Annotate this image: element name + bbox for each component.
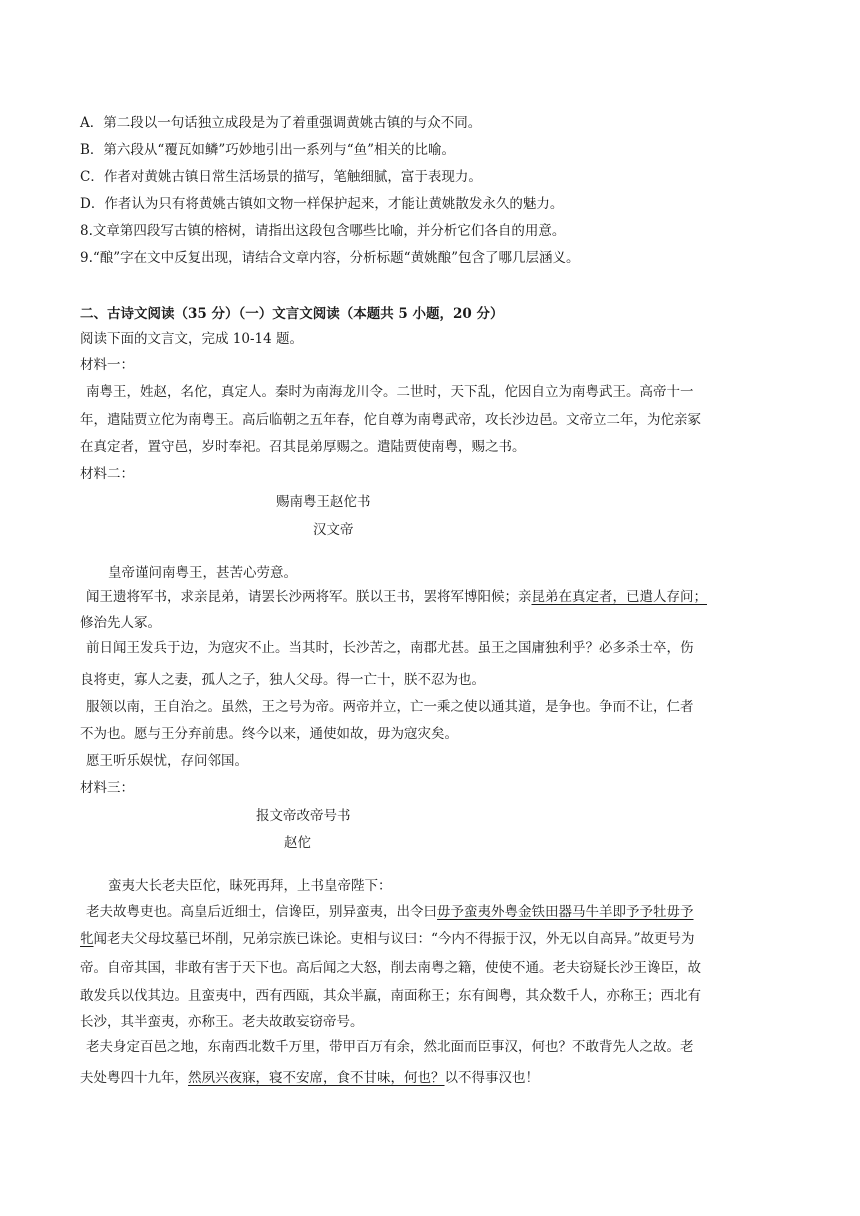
material2-author: 汉文帝 xyxy=(313,522,354,538)
section-instruction: 阅读下面的文言文，完成 10-14 题。 xyxy=(80,331,304,347)
material2-paragraph xyxy=(86,586,707,608)
underlined-segment: 牝 xyxy=(80,931,94,947)
material1-label: 材料一： xyxy=(80,357,134,373)
underlined-segment: 然夙兴夜寐，寝不安席，食不甘味，何也？ xyxy=(188,1070,445,1086)
option-d: D．作者认为只有将黄姚古镇如文物一样保护起来，才能让黄姚散发永久的魅力。 xyxy=(80,196,564,212)
option-b: B．第六段从“覆瓦如鳞”巧妙地引出一系列与“鱼”相关的比喻。 xyxy=(80,142,456,158)
material2-paragraph: 不为也。愿与王分弃前患。终今以来，通使如故，毋为寇灾矣。 xyxy=(80,726,458,742)
material2-paragraph: 愿王听乐娱忧，存问邻国。 xyxy=(86,753,248,769)
material3-paragraph: 敢发兵以伐其边。且蛮夷中，西有西瓯，其众半羸，南面称王；东有闽粤，其众数千人，亦称王；西北有 xyxy=(80,988,701,1004)
material3-paragraph xyxy=(80,1067,539,1089)
material3-paragraph: 长沙，其半蛮夷，亦称王。老夫故敢妄窃帝号。 xyxy=(80,1014,364,1030)
material3-paragraph xyxy=(80,928,695,950)
text-segment: 闻老夫父母坟墓已坏削，兄弟宗族已诛论。吏相与议曰：“今内不得振于汉，外无以自高异。”故更号为 xyxy=(93,931,695,947)
material2-paragraph: 前日闻王发兵于边，为寇灾不止。当其时，长沙苦之，南郡尤甚。虽王之国庸独利乎？必多杀士卒，伤 xyxy=(86,640,694,656)
material3-title: 报文帝改帝号书 xyxy=(256,808,351,824)
section-heading: 二、古诗文阅读（35 分）（一）文言文阅读（本题共 5 小题，20 分） xyxy=(80,306,504,322)
material3-paragraph xyxy=(86,901,694,923)
material3-greeting: 蛮夷大长老夫臣佗，昧死再拜，上书皇帝陛下： xyxy=(108,878,392,894)
text-segment: 夫处粤四十九年， xyxy=(80,1070,188,1086)
option-a: A．第二段以一句话独立成段是为了着重强调黄姚古镇的与众不同。 xyxy=(80,115,482,131)
material2-paragraph: 良将吏，寡人之妻，孤人之子，独人父母。得一亡十，朕不忍为也。 xyxy=(80,672,485,688)
material3-paragraph: 帝。自帝其国，非敢有害于天下也。高后闻之大怒，削去南粤之籍，使使不通。老夫窃疑长沙王谗臣，故 xyxy=(80,960,701,976)
material3-label: 材料三： xyxy=(80,780,134,796)
question-9: 9.“酿”字在文中反复出现，请结合文章内容，分析标题“黄姚酿”包含了哪几层涵义。 xyxy=(80,250,580,266)
underlined-segment: 毋予蛮夷外粤金铁田器马牛羊即予予牡毋予 xyxy=(437,904,694,920)
text-segment: 以不得事汉也！ xyxy=(444,1070,539,1086)
material3-paragraph: 老夫身定百邑之地，东南西北数千万里，带甲百万有余，然北面而臣事汉，何也？不敢背先人之故。老 xyxy=(86,1039,694,1055)
material1-line: 在真定者，置守邑，岁时奉祀。召其昆弟厚赐之。遣陆贾使南粤，赐之书。 xyxy=(80,439,526,455)
material2-paragraph: 服领以南，王自治之。虽然，王之号为帝。两帝并立，亡一乘之使以通其道，是争也。争而不让，仁者 xyxy=(86,699,694,715)
material2-label: 材料二： xyxy=(80,466,134,482)
material2-paragraph: 修治先人冢。 xyxy=(80,615,161,631)
material1-line: 南粤王，姓赵，名佗，真定人。秦时为南海龙川令。二世时，天下乱，佗因自立为南粤武王。高帝十一 xyxy=(86,384,694,400)
text-segment: 老夫故粤吏也。高皇后近细士，信谗臣，别异蛮夷，出令曰 xyxy=(86,904,437,920)
text-segment: 闻王遗将军书，求亲昆弟，请罢长沙两将军。朕以王书，罢将军博阳候；亲 xyxy=(86,589,532,605)
option-c: C．作者对黄姚古镇日常生活场景的描写，笔触细腻，富于表现力。 xyxy=(80,169,482,185)
material3-author: 赵佗 xyxy=(284,835,311,851)
underlined-segment: 昆弟在真定者，已遣人存问； xyxy=(531,589,707,605)
material2-title: 赐南粤王赵佗书 xyxy=(276,494,371,510)
material1-line: 年，遣陆贾立佗为南粤王。高后临朝之五年春，佗自尊为南粤武帝，攻长沙边邑。文帝立二年，为佗亲冢 xyxy=(80,412,701,428)
question-8: 8.文章第四段写古镇的榕树，请指出这段包含哪些比喻，并分析它们各自的用意。 xyxy=(80,223,566,239)
material2-greeting: 皇帝谨问南粤王，甚苦心劳意。 xyxy=(108,565,297,581)
